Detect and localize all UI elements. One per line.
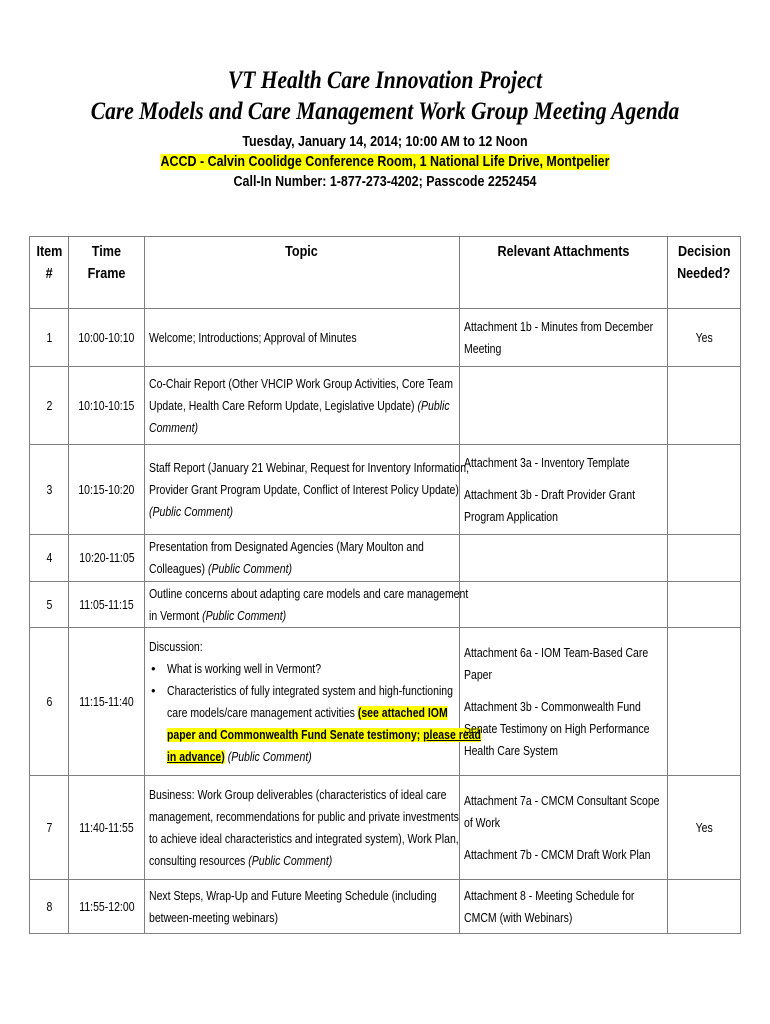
time-frame: 10:00-10:10: [78, 330, 135, 345]
bullet-item: • What is working well in Vermont?: [149, 658, 458, 680]
topic: Next Steps, Wrap-Up and Future Meeting Schedule (including between-meeting webinars): [145, 880, 459, 934]
topic: Co-Chair Report (Other VHCIP Work Group Activities, Core Team Update, Health Care Reform Update, Legislative Update) (Public Comment): [145, 367, 459, 445]
topic: Welcome; Introductions; Approval of Minutes: [149, 330, 357, 345]
meeting-date: Tuesday, January 14, 2014; 10:00 AM to 12 Noon: [242, 134, 528, 150]
table-row: [30, 367, 741, 445]
item-number: 7: [46, 820, 52, 835]
attachments: Attachment 6a - IOM Team-Based Care Paper Attachment 3b - Commonwealth Fund Senate Testimony on High Performance Health Care System: [459, 628, 667, 776]
attachments: [459, 582, 667, 628]
attachments: [459, 535, 667, 582]
attachments: Attachment 1b - Minutes from December Meeting: [459, 309, 667, 367]
topic: Business: Work Group deliverables (characteristics of ideal care management, recommendations for public and private investments to achieve ideal characteristics and integrated system), Work Plan, consulting resources (Public Comment): [145, 776, 459, 880]
attachments: Attachment 7a - CMCM Consultant Scope of Work Attachment 7b - CMCM Draft Work Plan: [459, 776, 667, 880]
time-frame: 11:15-11:40: [79, 694, 134, 709]
time-frame: 10:20-11:05: [78, 551, 135, 565]
table-header-row: [30, 237, 741, 309]
meeting-location: ACCD - Calvin Coolidge Conference Room, 1 National Life Drive, Montpelier: [160, 154, 610, 170]
header-time-frame: Time Frame: [69, 237, 145, 309]
item-number: 6: [46, 694, 52, 709]
time-frame: 10:10-10:15: [78, 398, 135, 413]
bullet-item: • Characteristics of fully integrated system and high-functioning care models/care management activities (see attached IOM paper and Commonwealth Fund Senate testimony; please read in advance) (Public Comment): [149, 680, 458, 768]
attachments: Attachment 8 - Meeting Schedule for CMCM (with Webinars): [459, 880, 667, 934]
table-row: [30, 582, 741, 628]
topic: Presentation from Designated Agencies (Mary Moulton and Colleagues) (Public Comment): [145, 535, 459, 582]
project-title: VT Health Care Innovation Project: [227, 67, 543, 94]
item-number: 5: [46, 597, 52, 612]
decision-needed: Yes: [695, 330, 713, 345]
item-number: 1: [46, 330, 52, 345]
agenda-title: Care Models and Care Management Work Group Meeting Agenda: [90, 98, 680, 125]
time-frame: 11:55-12:00: [78, 899, 135, 914]
item-number: 3: [46, 482, 52, 497]
time-frame: 11:05-11:15: [79, 597, 134, 612]
header-item: Item #: [30, 237, 69, 309]
header-attachments: Relevant Attachments: [459, 237, 667, 309]
attachments: Attachment 3a - Inventory Template Attachment 3b - Draft Provider Grant Program Application: [459, 445, 667, 535]
topic: Discussion: • What is working well in Vermont? • Characteristics of fully integrated system and high-functioning care models/care management activities (see attached IOM paper and Commonwealth Fund Senate testimony; please read in advance) (Public Comment): [145, 628, 459, 776]
call-in-info: Call-In Number: 1-877-273-4202; Passcode 2252454: [233, 174, 537, 190]
table-row: [30, 776, 741, 880]
header-block: [0, 66, 770, 192]
decision-needed: Yes: [695, 820, 713, 835]
topic: Outline concerns about adapting care models and care management in Vermont (Public Comment): [145, 582, 459, 628]
item-number: 8: [46, 899, 52, 914]
agenda-table: [29, 236, 741, 934]
table-row: [30, 309, 741, 367]
attachments: [459, 367, 667, 445]
table-row: [30, 445, 741, 535]
header-decision: Decision Needed?: [667, 237, 740, 309]
time-frame: 10:15-10:20: [78, 482, 135, 497]
table-row: [30, 880, 741, 934]
time-frame: 11:40-11:55: [79, 820, 134, 835]
item-number: 2: [46, 398, 52, 413]
header-topic: Topic: [145, 237, 459, 309]
item-number: 4: [46, 551, 52, 565]
table-row: [30, 535, 741, 582]
topic: Staff Report (January 21 Webinar, Request for Inventory Information, Provider Grant Program Update, Conflict of Interest Policy Update) (Public Comment): [145, 445, 459, 535]
table-row: [30, 628, 741, 776]
